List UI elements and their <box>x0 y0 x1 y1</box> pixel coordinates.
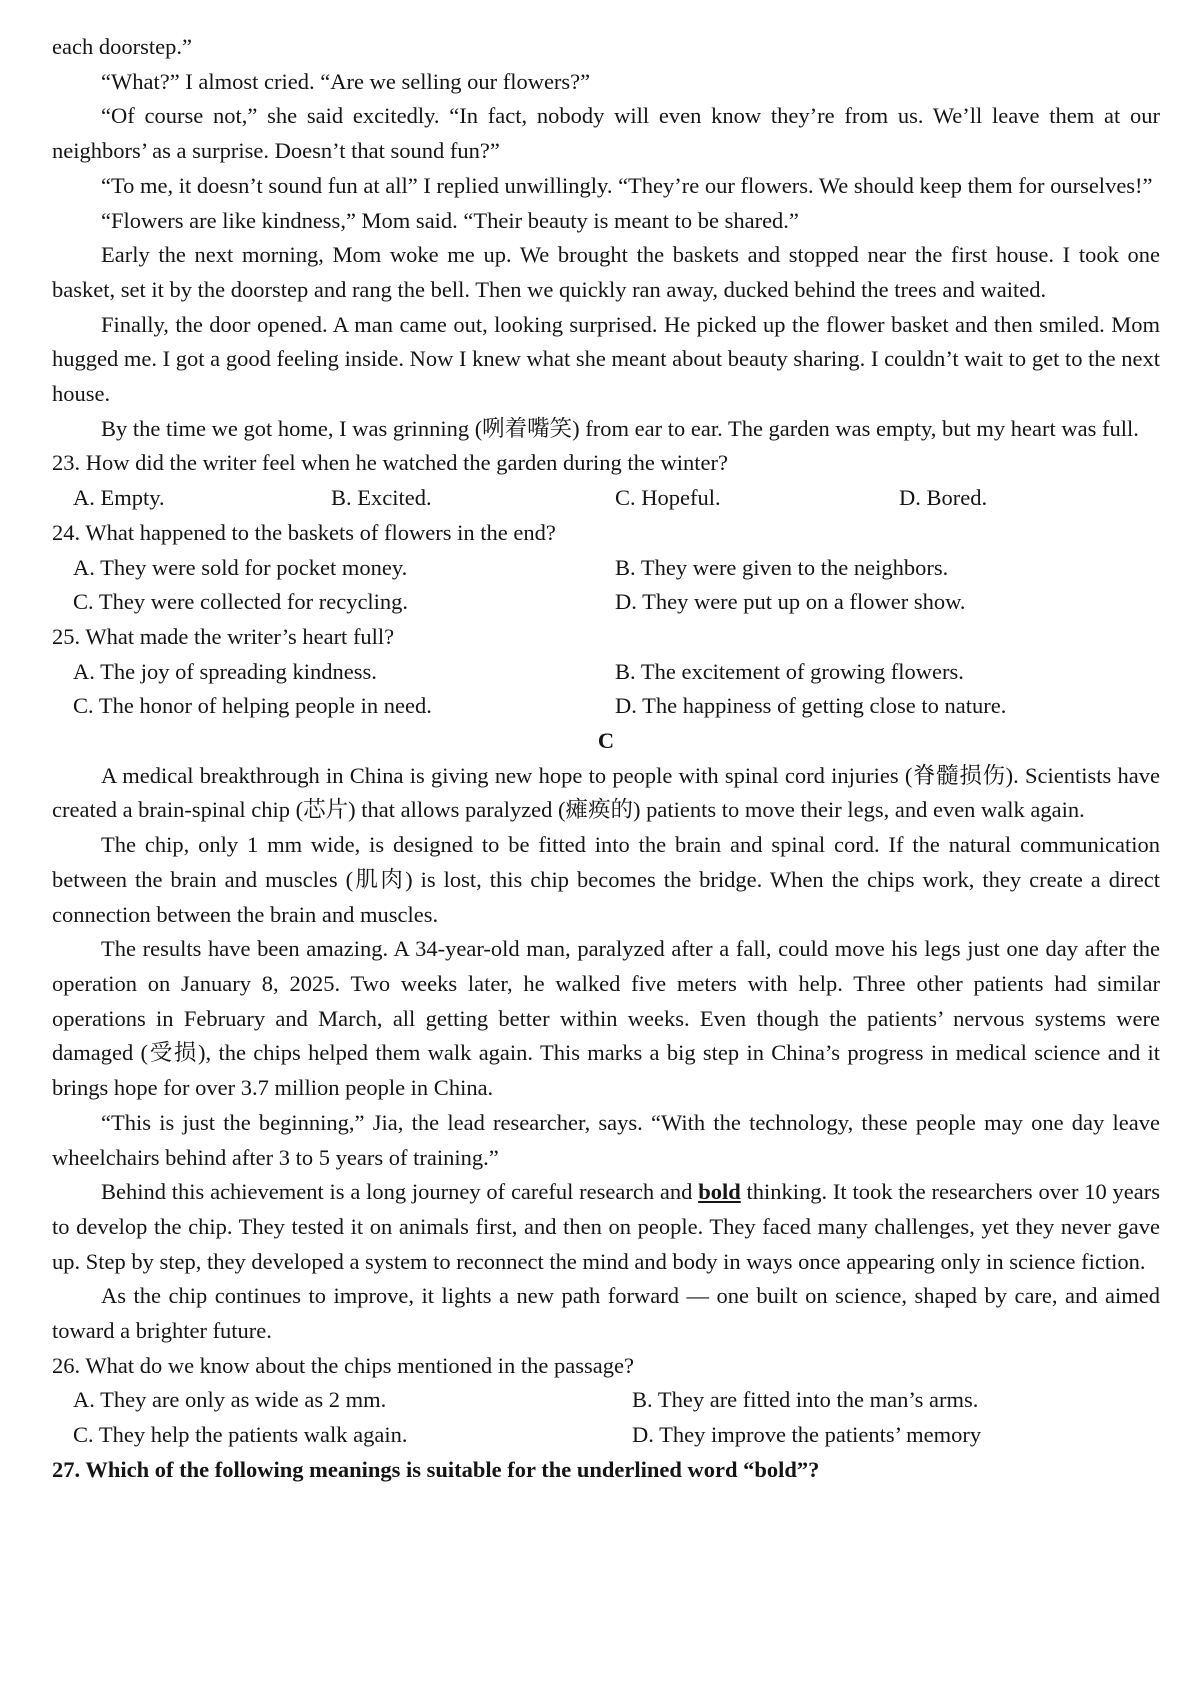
option-a[interactable]: A. Empty. <box>73 485 165 511</box>
option-b[interactable]: B. The excitement of growing flowers. <box>615 658 964 684</box>
option-d[interactable]: D. They were put up on a flower show. <box>615 589 966 615</box>
question-stem: 23. How did the writer feel when he watched the garden during the winter? <box>52 450 729 476</box>
passage-b-paragraph: “What?” I almost cried. “Are we selling our flowers?” <box>101 68 591 94</box>
paragraph-text: Behind this achievement is a long journey of careful research and <box>101 1179 699 1205</box>
question-23 <box>52 446 1160 515</box>
passage-c-paragraph: As the chip continues to improve, it lights a new path forward — one built on science, shaped by care, and aimed toward a brighter future. <box>52 1283 1160 1344</box>
section-heading: C <box>597 728 615 754</box>
passage-b-paragraph: “To me, it doesn’t sound fun at all” I replied unwillingly. “They’re our flowers. We should keep them for ourselves!” <box>101 172 1153 198</box>
option-d[interactable]: D. Bored. <box>899 485 988 511</box>
option-d[interactable]: D. The happiness of getting close to nature. <box>615 693 1007 719</box>
passage-b-paragraph: “Of course not,” she said excitedly. “In fact, nobody will even know they’re from us. We’ll leave them at our neighbors’ as a surprise. Doesn’t that sound fun?” <box>52 103 1160 164</box>
option-a[interactable]: A. The joy of spreading kindness. <box>73 658 377 684</box>
option-b[interactable]: B. They were given to the neighbors. <box>615 554 949 580</box>
question-24 <box>52 516 1160 620</box>
underlined-word: bold <box>698 1179 741 1205</box>
answer-options <box>52 551 1160 586</box>
option-a[interactable]: A. They are only as wide as 2 mm. <box>73 1387 387 1413</box>
passage-c-paragraph: “This is just the beginning,” Jia, the lead researcher, says. “With the technology, these people may one day leave wheelchairs behind after 3 to 5 years of training.” <box>52 1109 1160 1170</box>
option-d[interactable]: D. They improve the patients’ memory <box>632 1422 982 1448</box>
passage-c-paragraph: A medical breakthrough in China is giving new hope to people with spinal cord injuries (脊髓损伤). Scientists have created a brain-spinal chip (芯片) that allows paralyzed (瘫痪的) patients to move their legs, and even walk again. <box>52 762 1160 823</box>
passage-b-paragraph: “Flowers are like kindness,” Mom said. “Their beauty is meant to be shared.” <box>101 207 799 233</box>
answer-options <box>52 585 1160 620</box>
answer-options <box>52 1383 1160 1418</box>
passage-c-paragraph: The results have been amazing. A 34-year-old man, paralyzed after a fall, could move his legs just one day after the operation on January 8, 2025. Two weeks later, he walked five meters with help. Three other patients had similar operations in February and March, all getting better within weeks. Even though the patients’ nervous systems were damaged (受损), the chips helped them walk again. This marks a big step in China’s progress in medical science and it brings hope for over 3.7 million people in China. <box>52 936 1160 1101</box>
answer-options <box>52 655 1160 690</box>
passage-b-paragraph: By the time we got home, I was grinning (咧着嘴笑) from ear to ear. The garden was empty, but my heart was full. <box>101 415 1139 441</box>
paragraph-text: thinking. It took the researchers over 10 years to develop the chip. They tested it on animals first, and then on people. They faced many challenges, yet they never gave up. Step by step, they developed a system to reconnect the mind and body in ways once appearing only in science fiction. <box>52 1179 1160 1274</box>
question-27 <box>52 1453 1160 1488</box>
exam-page <box>52 30 1160 1488</box>
option-c[interactable]: C. Hopeful. <box>615 485 721 511</box>
option-b[interactable]: B. They are fitted into the man’s arms. <box>632 1387 979 1413</box>
option-b[interactable]: B. Excited. <box>331 485 432 511</box>
question-25 <box>52 620 1160 724</box>
option-a[interactable]: A. They were sold for pocket money. <box>73 554 408 580</box>
question-26 <box>52 1349 1160 1453</box>
question-stem: 24. What happened to the baskets of flowers in the end? <box>52 519 556 545</box>
passage-b-paragraph: Finally, the door opened. A man came out, looking surprised. He picked up the flower basket and then smiled. Mom hugged me. I got a good feeling inside. Now I knew what she meant about beauty sharing. I couldn’t wait to get to the next house. <box>52 311 1160 407</box>
question-stem: 26. What do we know about the chips mentioned in the passage? <box>52 1352 634 1378</box>
passage-c-paragraph <box>52 1175 1160 1279</box>
passage-c-paragraph: The chip, only 1 mm wide, is designed to be fitted into the brain and spinal cord. If the natural communication between the brain and muscles (肌肉) is lost, this chip becomes the bridge. When the chips work, they create a direct connection between the brain and muscles. <box>52 832 1160 927</box>
answer-options <box>52 689 1160 724</box>
option-c[interactable]: C. They help the patients walk again. <box>73 1422 408 1448</box>
option-c[interactable]: C. The honor of helping people in need. <box>73 693 432 719</box>
answer-options <box>52 481 1160 516</box>
passage-b-paragraph: each doorstep.” <box>52 34 192 59</box>
question-stem: 27. Which of the following meanings is suitable for the underlined word “bold”? <box>52 1456 820 1482</box>
option-c[interactable]: C. They were collected for recycling. <box>73 589 409 615</box>
question-stem: 25. What made the writer’s heart full? <box>52 623 395 649</box>
passage-b-paragraph: Early the next morning, Mom woke me up. We brought the baskets and stopped near the first house. I took one basket, set it by the doorstep and rang the bell. Then we quickly ran away, ducked behind the trees and waited. <box>52 242 1160 302</box>
answer-options <box>52 1418 1160 1453</box>
